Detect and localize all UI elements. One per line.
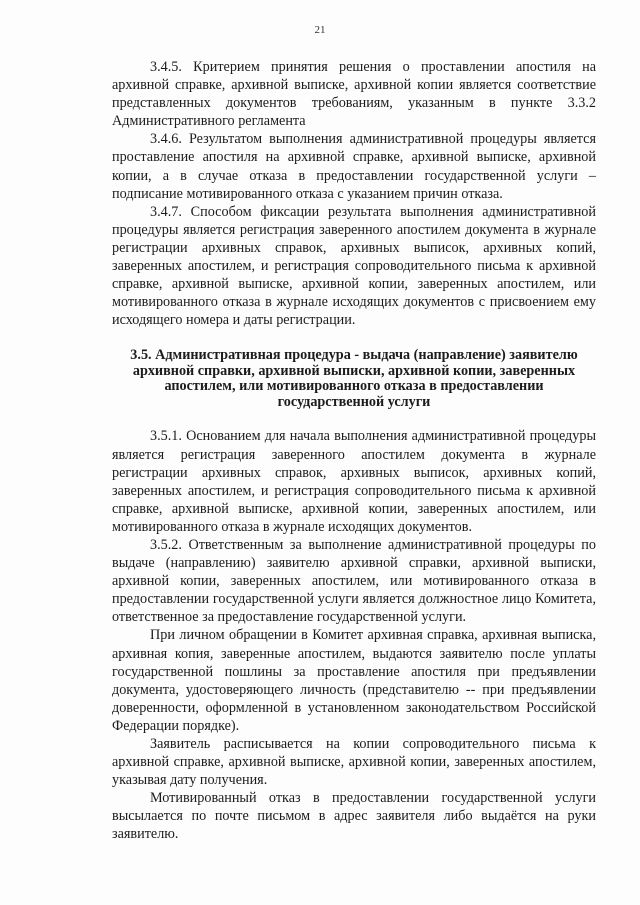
paragraph-3-4-6: 3.4.6. Результатом выполнения административной процедуры является проставление апостиля на архивной справке, архивной выписке, архивной копии, а в случае отказа в предоставлении государственной услуги – подписание мотивированного отказа с указанием причин отказа.	[112, 131, 596, 202]
section-heading-3-5: 3.5. Административная процедура - выдача (направление) заявителю архивной справки, архивной выписки, архивной копии, заверенных апостилем, или мотивированного отказа в предоставлении государственной услуги	[130, 347, 578, 410]
paragraph-3-5-2: 3.5.2. Ответственным за выполнение административной процедуры по выдаче (направлению) заявителю архивной справки, архивной выписки, архивной копии, заверенных апостилем, или мотивированного отказа в предоставлении государственной услуги является должностное лицо Комитета, ответственное за предоставление государственной услуги.	[112, 536, 596, 626]
paragraph-applicant-signature: Заявитель расписывается на копии сопроводительного письма к архивной справке, архивной выписке, архивной копии, заверенных апостилем, указывая дату получения.	[112, 736, 596, 789]
paragraph-refusal-delivery: Мотивированный отказ в предоставлении государственной услуги высылается по почте письмом в адрес заявителя либо выдаётся на руки заявителю.	[112, 790, 596, 843]
paragraph-3-4-7: 3.4.7. Способом фиксации результата выполнения административной процедуры является регистрация заверенного апостилем документа в журнале регистрации архивных справок, архивных выписок, архивных копий, заверенных апостилем, и регистрация сопроводительного письма к архивной справке, архивной выписке, архивной копии, заверенных апостилем, или мотивированного отказа в журнале исходящих документов с присвоением ему исходящего номера и даты регистрации.	[112, 203, 596, 329]
paragraph-3-5-1: 3.5.1. Основанием для начала выполнения административной процедуры является регистрация заверенного апостилем документа в журнале регистрации архивных справок, архивных выписок, архивных копий, заверенных апостилем, и регистрация сопроводительного письма к архивной справке, архивной выписке, архивной копии, заверенных апостилем, или мотивированного отказа в журнале исходящих документов.	[112, 428, 596, 535]
document-body	[112, 58, 596, 844]
page-number: 21	[314, 24, 326, 36]
paragraph-3-4-5: 3.4.5. Критерием принятия решения о проставлении апостиля на архивной справке, архивной выписке, архивной копии является соответствие представленных документов требованиям, указанным в пункте 3.3.2 Административного регламента	[112, 59, 596, 130]
paragraph-personal-visit: При личном обращении в Комитет архивная справка, архивная выписка, архивная копия, заверенные апостилем, выдаются заявителю после уплаты государственной пошлины за проставление апостиля при предъявлении документа, удостоверяющего личность (представителю -- при предъявлении доверенности, оформленной в установленном законодательством Российской Федерации порядке).	[112, 627, 596, 734]
